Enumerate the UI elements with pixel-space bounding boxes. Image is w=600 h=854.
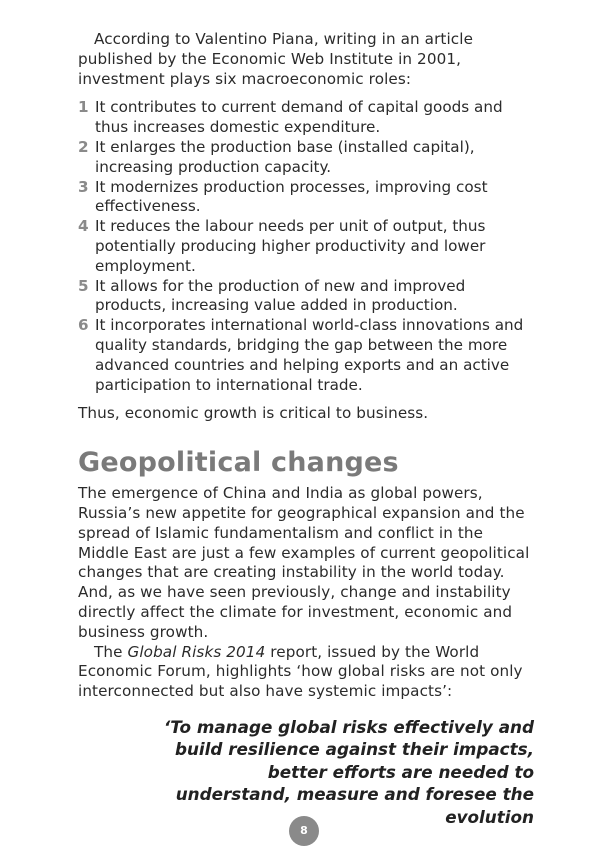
report-title: Global Risks 2014: [127, 642, 266, 661]
list-item: [78, 277, 534, 317]
list-text: It modernizes production processes, improving cost effectiveness.: [95, 177, 488, 216]
list-number: 3: [78, 177, 89, 196]
list-text: It allows for the production of new and improved products, increasing value added in production.: [95, 276, 466, 315]
list-number: 1: [78, 98, 89, 117]
list-item: [78, 98, 534, 138]
section-heading: Geopolitical changes: [78, 447, 399, 479]
page-content: [78, 30, 534, 828]
section-paragraph-2: [78, 643, 534, 702]
conclusion-paragraph: Thus, economic growth is critical to business.: [78, 404, 429, 423]
list-number: 2: [78, 137, 89, 156]
intro-paragraph: According to Valentino Piana, writing in an article published by the Economic Web Institute in 2001, investment plays six macroeconomic roles:: [78, 30, 474, 88]
paragraph-lead: The: [94, 642, 128, 661]
pull-quote: ‘To manage global risks effectively and build resilience against their impacts, better efforts are needed to understand, measure and foresee the evolution: [163, 716, 534, 827]
roles-list: [78, 98, 534, 395]
list-number: 6: [78, 316, 89, 335]
page-number-badge: 8: [289, 816, 319, 846]
list-text: It contributes to current demand of capital goods and thus increases domestic expenditure.: [95, 98, 503, 137]
section-paragraph-1: The emergence of China and India as global powers, Russia’s new appetite for geographical expansion and the spread of Islamic fundamentalism and conflict in the Middle East are just a few examples of current geopolitical changes that are creating instability in the world today. And, as we have seen previously, change and instability directly affect the climate for investment, economic and business growth.: [78, 484, 530, 641]
list-item: [78, 138, 534, 178]
list-item: [78, 178, 534, 218]
list-text: It enlarges the production base (installed capital), increasing production capacity.: [95, 137, 475, 176]
list-number: 5: [78, 276, 89, 295]
paragraph-rest: report, issued by the World Economic Forum, highlights ‘how global risks are not only interconnected but also have systemic impacts’:: [78, 642, 523, 701]
list-item: [78, 316, 534, 395]
list-text: It incorporates international world-class innovations and quality standards, bridging the gap between the more advanced countries and helping exports and an active participation to international trade.: [95, 316, 524, 394]
list-item: [78, 217, 534, 276]
list-text: It reduces the labour needs per unit of output, thus potentially producing higher productivity and lower employment.: [95, 217, 486, 275]
list-number: 4: [78, 217, 89, 236]
